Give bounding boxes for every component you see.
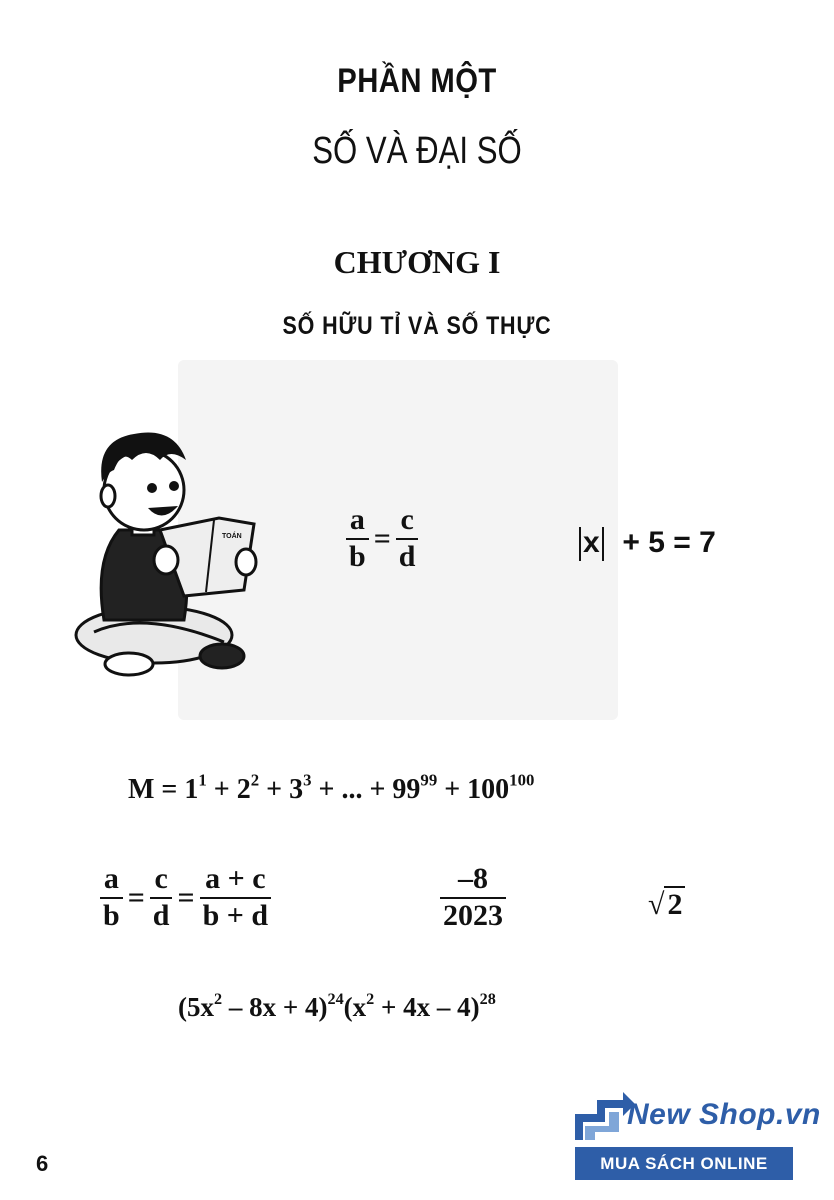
absolute-value-equation: x + 5 = 7 xyxy=(577,526,716,561)
logo-text: New Shop.vn xyxy=(627,1098,821,1131)
power-sum-formula: $M = 1^1 + 2^2 + 3^3$ + ... + $99^{99} + 100^{100}$ xyxy=(128,770,535,805)
logo-arrow-icon xyxy=(575,1092,635,1140)
fraction-equation: $\frac{a}{b}$ = $\frac{c}{d}$ xyxy=(346,503,418,574)
chapter-title: SỐ HỮU TỈ VÀ SỐ THỰC xyxy=(282,312,552,340)
newshop-logo[interactable] xyxy=(575,1092,821,1180)
part-heading: PHẦN MỘT xyxy=(337,62,497,100)
page-number: 6 xyxy=(36,1151,49,1176)
book-label: TOÁN xyxy=(222,533,242,540)
square-root-expression: √ 2 xyxy=(648,886,685,922)
chapter-heading: CHƯƠNG I xyxy=(333,244,501,280)
right-shoe xyxy=(200,644,244,668)
polynomial-expression: $(5x^2 - 8x + 4)^{24}(x^2 + 4x - 4)^{28}$ xyxy=(178,989,496,1022)
part-title: SỐ VÀ ĐẠI SỐ xyxy=(312,130,522,172)
negative-fraction: $\frac{-8}{2023}$ xyxy=(440,862,506,933)
proportion-equation: $\frac{a}{b}$ = $\frac{c}{d}$ = $\frac{a + c}{b + d}$ xyxy=(100,862,271,933)
reading-child-illustration xyxy=(74,420,264,680)
left-shoe xyxy=(105,653,153,675)
logo-banner: MUA SÁCH ONLINE xyxy=(575,1147,793,1180)
